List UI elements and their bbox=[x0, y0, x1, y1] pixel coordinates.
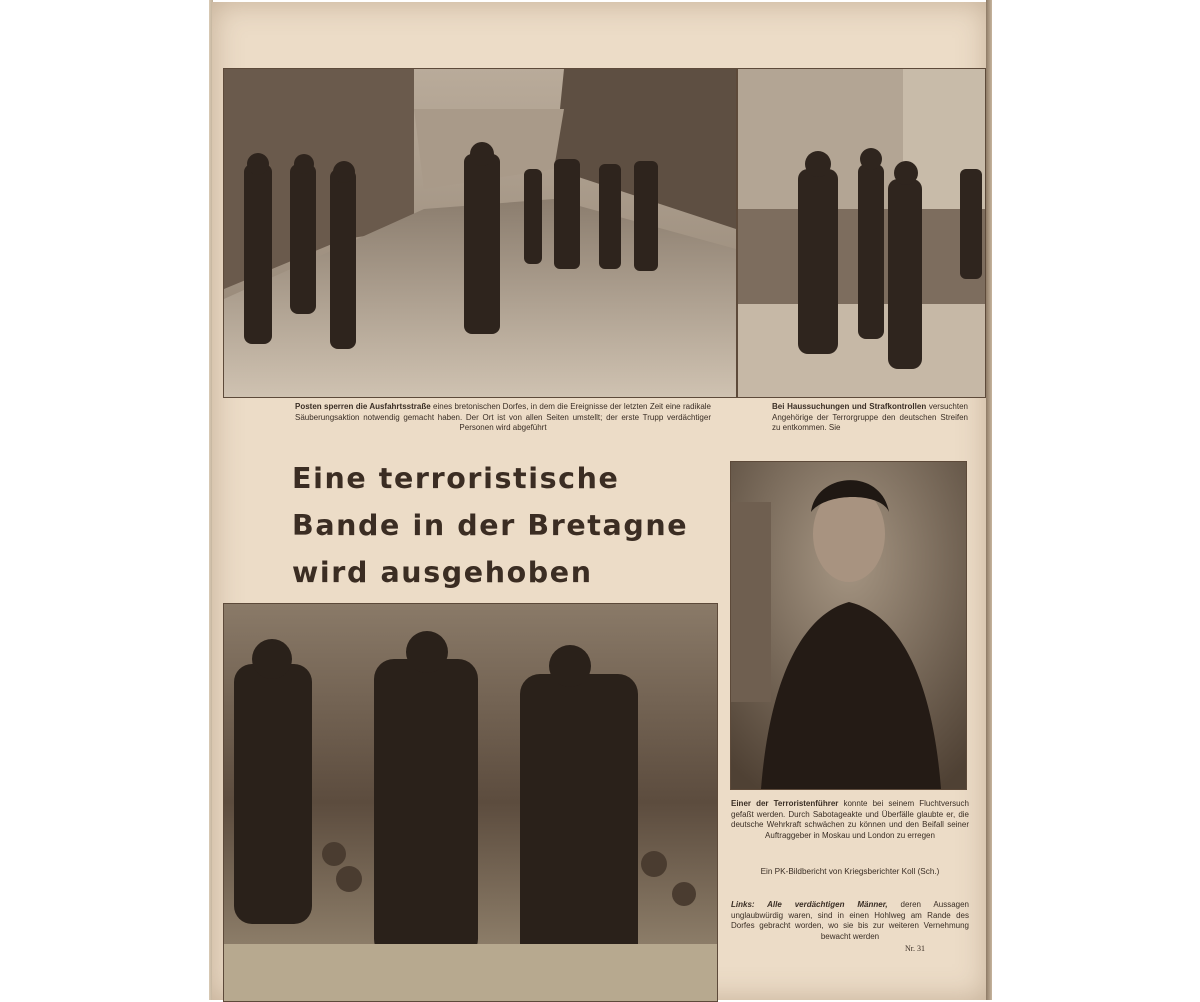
caption-sunken-lane bbox=[731, 900, 969, 942]
photo-street-checkpoint bbox=[223, 68, 737, 398]
article-headline bbox=[292, 455, 722, 596]
caption-house-search-text: versuchten Angehörige der Terrorgruppe den deutschen Streifen zu entkommen. Sie bbox=[772, 402, 968, 432]
photo-house-search bbox=[737, 68, 986, 398]
photo-sunken-lane-guards bbox=[223, 603, 718, 1002]
caption-street-checkpoint-text: eines bretonischen Dorfes, in dem die Ereignisse der letzten Zeit eine radikale Säuberungsaktion notwendig gemacht haben. Der Ort ist von allen Seiten umstellt; der erste Trupp verdächtiger Personen wird abgeführt bbox=[295, 402, 711, 432]
headline-line-3: wird ausgehoben bbox=[292, 556, 593, 589]
caption-portrait-text: konnte bei seinem Fluchtversuch gefaßt werden. Durch Sabotageakte und Überfälle glaubte er, die deutsche Wehrkraft schwächen zu können und den Beifall seiner Auftraggeber in Moskau und London zu erregen bbox=[731, 799, 970, 840]
caption-portrait bbox=[731, 799, 969, 841]
caption-street-checkpoint-bold: Posten sperren die Ausfahrtsstraße bbox=[295, 402, 431, 411]
caption-sunken-lane-text: deren Aussagen unglaubwürdig waren, sind in einen Hohlweg am Rande des Dorfes gebracht worden, wo sie bis zur weiteren Vernehmung bewacht werden bbox=[731, 900, 970, 941]
photo-terrorist-leader-portrait bbox=[730, 461, 967, 790]
photo-credit: Ein PK-Bildbericht von Kriegsberichter Koll (Sch.) bbox=[760, 867, 940, 876]
caption-house-search bbox=[772, 402, 968, 434]
page-binding-edge bbox=[986, 0, 992, 1000]
caption-portrait-bold: Einer der Terroristenführer bbox=[731, 799, 839, 808]
headline-line-2: Bande in der Bretagne bbox=[292, 509, 689, 542]
page-number: Nr. 31 bbox=[905, 944, 925, 953]
headline-line-1: Eine terroristische bbox=[292, 462, 620, 495]
caption-house-search-bold: Bei Haussuchungen und Strafkontrollen bbox=[772, 402, 927, 411]
caption-street-checkpoint bbox=[295, 402, 711, 434]
caption-sunken-lane-bold: Links: Alle verdächtigen Männer, bbox=[731, 900, 888, 909]
